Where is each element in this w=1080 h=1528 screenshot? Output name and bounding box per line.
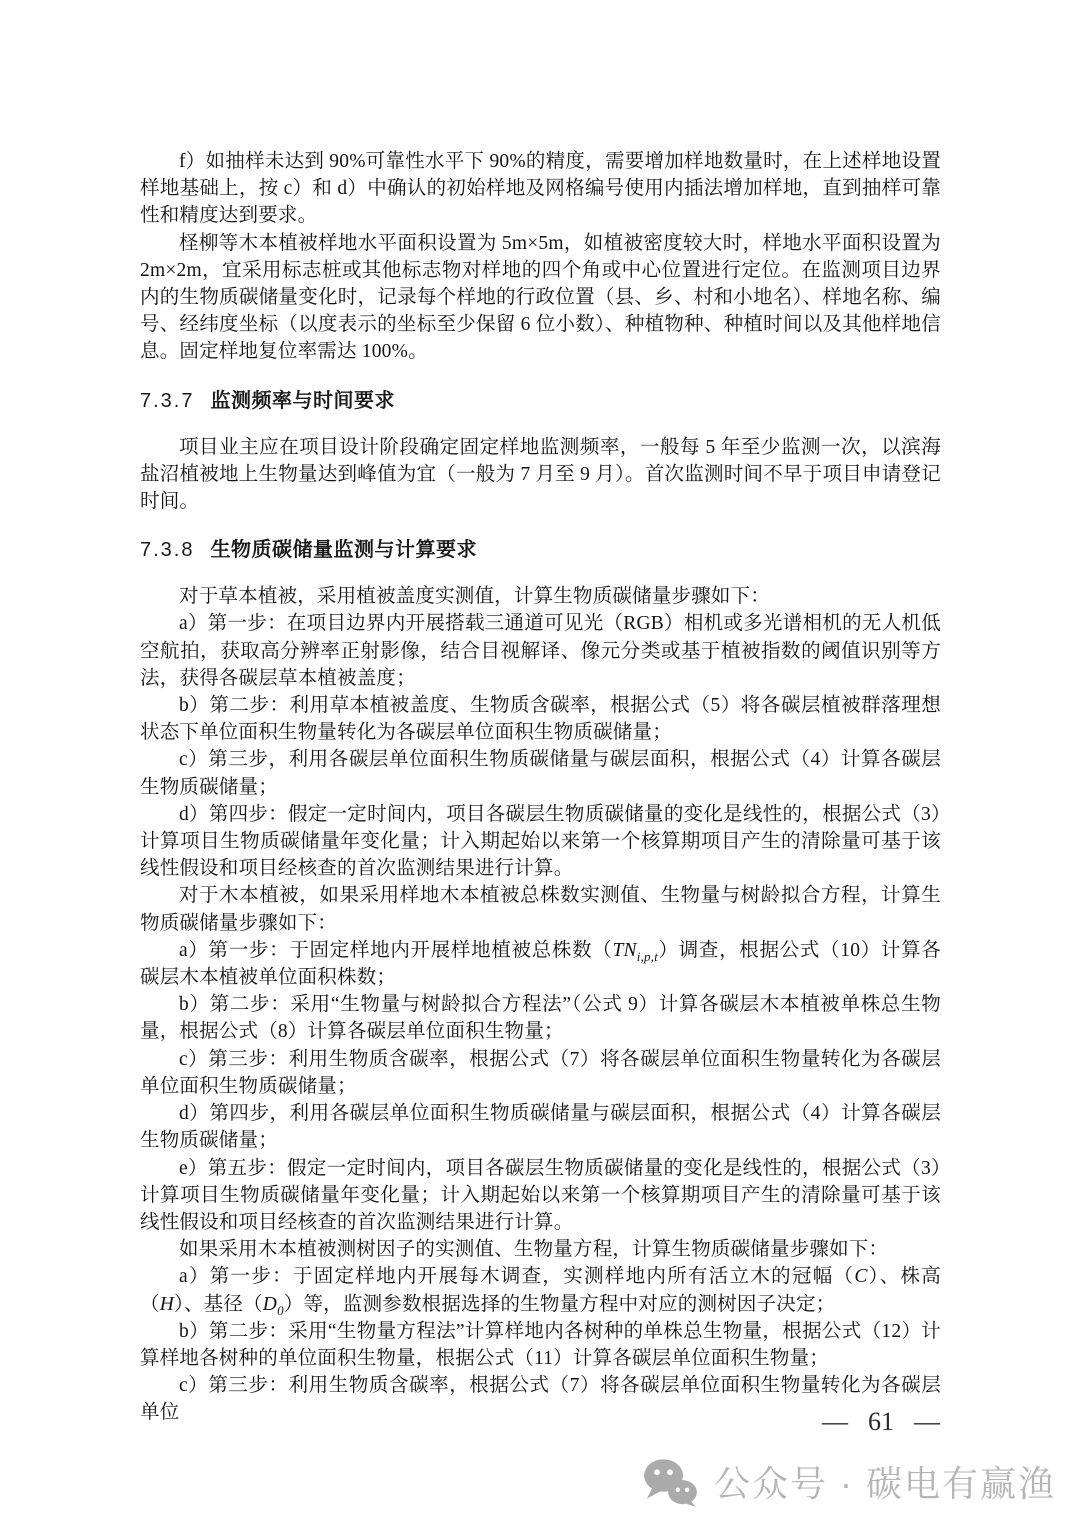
page-number-dash-left: — [822, 1407, 848, 1436]
paragraph: b）第二步：采用“生物量与树龄拟合方程法”（公式 9）计算各碳层木本植被单株总生物量，根据公式（8）计算各碳层单位面积生物量； [140, 994, 941, 1043]
paragraph: 项目业主应在项目设计阶段确定固定样地监测频率，一般每 5 年至少监测一次，以滨海盐沼植被地上生物量达到峰值为宜（一般为 7 月至 9 月）。首次监测时间不早于项目申请登记时间。 [140, 436, 941, 513]
paragraph: d）第四步，利用各碳层单位面积生物质碳储量与碳层面积，根据公式（4）计算各碳层生物质碳储量； [140, 1103, 941, 1152]
paragraph: a）第一步：于固定样地内开展每木调查，实测样地内所有活立木的冠幅（C）、株高（H）、基径$(D_0)$等，监测参数根据选择的生物量方程中对应的测树因子决定； [140, 1266, 941, 1318]
paragraph: a）第一步：在项目边界内开展搭载三通道可见光（RGB）相机或多光谱相机的无人机低空航拍，获取高分辨率正射影像，结合目视解译、像元分类或基于植被指数的阈值识别等方法，获得各碳层草本植被盖度； [140, 613, 941, 689]
paragraph: 如果采用木本植被测树因子的实测值、生物量方程，计算生物质碳储量步骤如下： [179, 1239, 889, 1261]
paragraph: b）第二步：采用“生物量方程法”计算样地内各树种的单株总生物量，根据公式（12）计算样地各树种的单位面积生物量，根据公式（11）计算各碳层单位面积生物量； [140, 1320, 941, 1369]
watermark-label: 公众号 · 碳电有赢渔 [714, 1463, 1056, 1504]
section-title: 生物质碳储量监测与计算要求 [210, 539, 477, 562]
section-heading [140, 536, 941, 564]
paragraph: 柽柳等木本植被样地水平面积设置为 5m×5m，如植被密度较大时，样地水平面积设置为 2m×2m，宜采用标志桩或其他标志物对样地的四个角或中心位置进行定位。在监测项目边界内的生物质碳储量变化时，记录每个样地的行政位置（县、乡、村和小地名）、样地名称、编号、经纬度坐标（以度表示的坐标至少保留 6 位小数）、种植物种、种植时间以及其他样地信息。固定样地复位率需达 100%。 [140, 232, 941, 363]
page-number-dash-right: — [914, 1407, 940, 1436]
paragraph: b）第二步：利用草本植被盖度、生物质含碳率，根据公式（5）将各碳层植被群落理想状态下单位面积生物量转化为各碳层单位面积生物质碳储量； [140, 695, 941, 744]
paragraph: 对于木本植被，如果采用样地木本植被总株数实测值、生物量与树龄拟合方程，计算生物质碳储量步骤如下： [140, 885, 941, 934]
page-number-value: 61 [868, 1407, 894, 1436]
paragraph: c）第三步：利用生物质含碳率，根据公式（7）将各碳层单位面积生物量转化为各碳层单位面积生物质碳储量； [140, 1048, 941, 1097]
paragraph: c）第三步：利用生物质含碳率，根据公式（7）将各碳层单位面积生物量转化为各碳层单位 [140, 1375, 941, 1424]
section-heading [140, 387, 941, 415]
paragraph: d）第四步：假定一定时间内，项目各碳层生物质碳储量的变化是线性的，根据公式（3）计算项目生物质碳储量年变化量；计入期起始以来第一个核算期项目产生的清除量可基于该线性假设和项目经核查的首次监测结果进行计算。 [140, 803, 941, 880]
paragraph: e）第五步：假定一定时间内，项目各碳层生物质碳储量的变化是线性的，根据公式（3）计算项目生物质碳储量年变化量；计入期起始以来第一个核算期项目产生的清除量可基于该线性假设和项目经核查的首次监测结果进行计算。 [140, 1157, 941, 1233]
section-number: 7.3.7 [140, 389, 195, 412]
watermark [642, 1456, 1056, 1507]
paragraph: c）第三步，利用各碳层单位面积生物质碳储量与碳层面积，根据公式（4）计算各碳层生物质碳储量； [140, 749, 941, 798]
section-title: 监测频率与时间要求 [210, 389, 395, 412]
wechat-icon [642, 1457, 698, 1507]
paragraph: a）第一步：于固定样地内开展样地植被总株数$(TN_{i,p,t})$调查，根据公式（10）计算各碳层木本植被单位面积株数； [140, 939, 941, 989]
page-number [822, 1404, 940, 1440]
section-number: 7.3.8 [140, 539, 195, 562]
paragraph: f）如抽样未达到 90%可靠性水平下 90%的精度，需要增加样地数量时，在上述样地设置样地基础上，按 c）和 d）中确认的初始样地及网格编号使用内插法增加样地，直到抽样可靠性和精度达到要求。 [140, 151, 941, 227]
paragraph: 对于草本植被，采用植被盖度实测值，计算生物质碳储量步骤如下： [179, 586, 771, 608]
document-body [140, 148, 941, 1427]
